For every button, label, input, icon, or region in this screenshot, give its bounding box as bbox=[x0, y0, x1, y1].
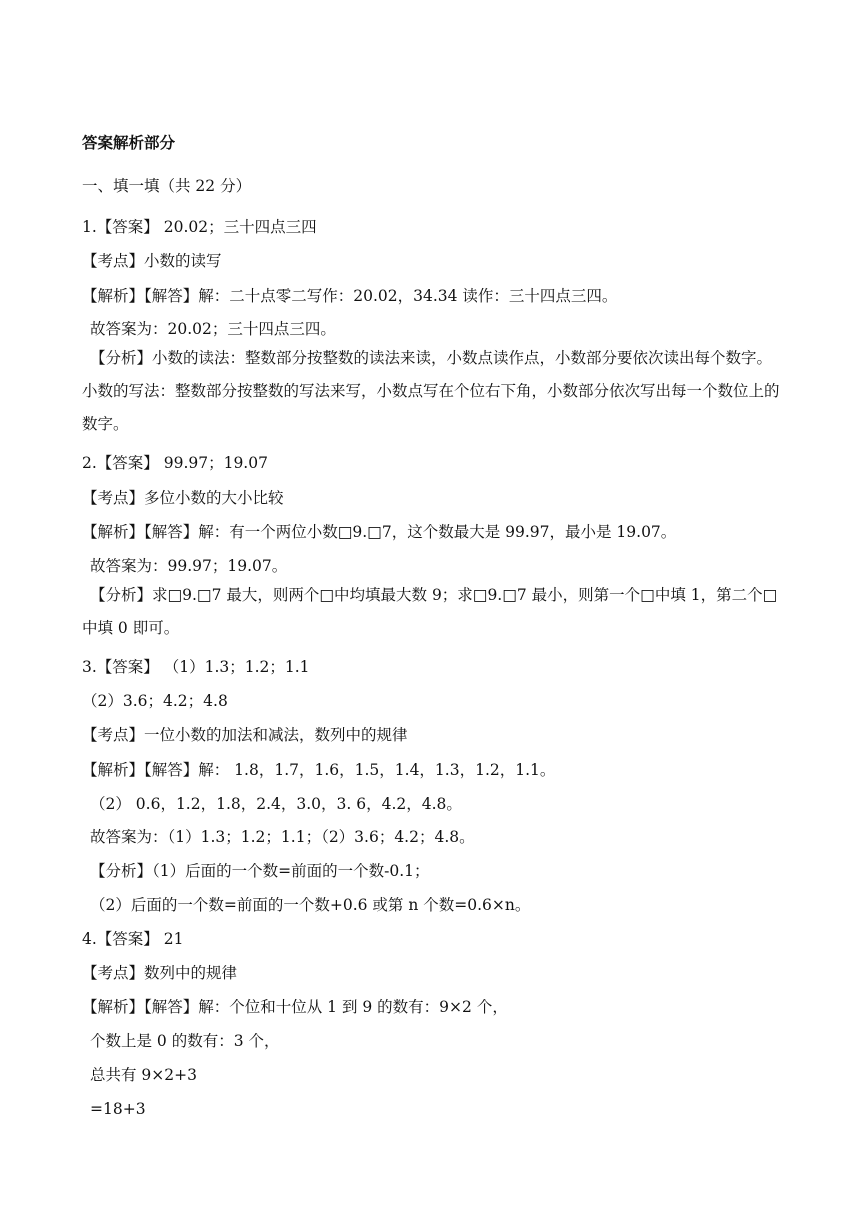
q3-analysis: 【解析】【解答】解： 1.8，1.7，1.6，1.5，1.4，1.3，1.2，1.1。 bbox=[82, 761, 556, 779]
q3-answer-part2: （2）3.6；4.2；4.8 bbox=[82, 692, 228, 710]
q2-analysis: 【解析】【解答】解：有一个两位小数□9.□7，这个数最大是 99.97，最小是 19.07。 bbox=[82, 523, 677, 541]
q4-line-3: 总共有 9×2+3 bbox=[90, 1066, 197, 1084]
q3-result: 故答案为：（1）1.3；1.2；1.1；（2）3.6；4.2；4.8。 bbox=[90, 828, 475, 846]
q2-note: 【分析】求□9.□7 最大，则两个□中均填最大数 9；求□9.□7 最小，则第一个□中填 1，第二个□中填 0 即可。 bbox=[82, 586, 778, 637]
q1-note: 【分析】小数的读法：整数部分按整数的读法来读，小数点读作点，小数部分要依次读出每个数字。 小数的写法：整数部分按整数的写法来写，小数点写在个位右下角，小数部分依次写出每一个数位上的数字。 bbox=[82, 349, 780, 433]
q2-answer: 2.【答案】 99.97；19.07 bbox=[82, 454, 268, 472]
page-title: 答案解析部分 bbox=[82, 134, 176, 152]
q3-note: 【分析】（1）后面的一个数=前面的一个数-0.1； bbox=[90, 862, 430, 880]
q3-answer: 3.【答案】 （1）1.3；1.2；1.1 bbox=[82, 658, 310, 676]
section-heading: 一、填一填（共 22 分） bbox=[82, 177, 252, 195]
q3-analysis-part2: （2） 0.6，1.2，1.8，2.4，3.0，3. 6，4.2，4.8。 bbox=[90, 795, 462, 813]
q2-result: 故答案为：99.97；19.07。 bbox=[90, 557, 288, 575]
q2-point: 【考点】多位小数的大小比较 bbox=[82, 489, 284, 507]
q1-answer: 1.【答案】 20.02；三十四点三四 bbox=[82, 218, 317, 236]
q1-result: 故答案为：20.02；三十四点三四。 bbox=[90, 320, 336, 338]
q4-line-2: 个数上是 0 的数有：3 个， bbox=[90, 1032, 280, 1050]
q4-line-4: =18+3 bbox=[90, 1100, 146, 1118]
q3-point: 【考点】一位小数的加法和减法，数列中的规律 bbox=[82, 726, 408, 744]
q4-answer: 4.【答案】 21 bbox=[82, 930, 184, 948]
q4-point: 【考点】数列中的规律 bbox=[82, 964, 238, 982]
q3-note-part2: （2）后面的一个数=前面的一个数+0.6 或第 n 个数=0.6×n。 bbox=[90, 896, 531, 914]
q4-analysis: 【解析】【解答】解：个位和十位从 1 到 9 的数有：9×2 个， bbox=[82, 998, 508, 1016]
q1-analysis: 【解析】【解答】解：二十点零二写作：20.02，34.34 读作：三十四点三四。 bbox=[82, 287, 618, 305]
q1-point: 【考点】小数的读写 bbox=[82, 252, 222, 270]
